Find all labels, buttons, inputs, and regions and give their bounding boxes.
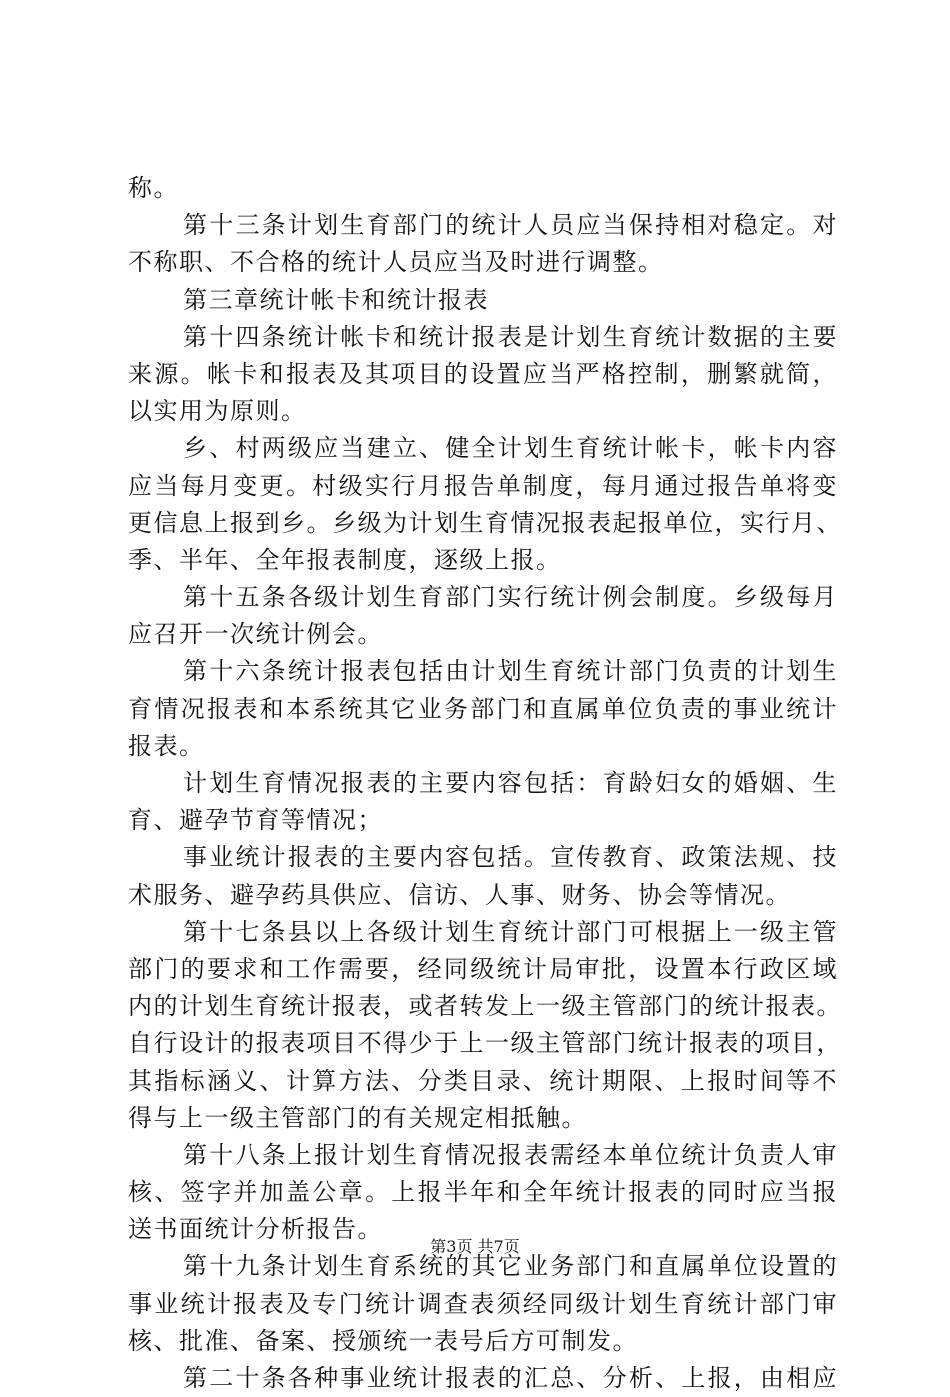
text-line: 得与上一级主管部门的有关规定相抵触。	[128, 1103, 587, 1132]
text-line: 部门的要求和工作需要，经同级统计局审批，设置本行政区域	[128, 954, 838, 983]
text-line: 乡、村两级应当建立、健全计划生育统计帐卡，帐卡内容	[183, 434, 838, 463]
text-line: 应召开一次统计例会。	[128, 620, 383, 649]
page-number-footer: 第3页 共7页	[430, 1237, 520, 1256]
text-line: 第十六条统计报表包括由计划生育统计部门负责的计划生	[183, 657, 838, 686]
text-line: 事业统计报表的主要内容包括。宣传教育、政策法规、技	[183, 843, 838, 872]
text-line: 计划生育情况报表的主要内容包括：育龄妇女的婚姻、生	[183, 769, 838, 797]
text-line: 育情况报表和本系统其它业务部门和直属单位负责的事业统计	[128, 694, 838, 723]
text-line: 来源。帐卡和报表及其项目的设置应当严格控制，删繁就简，	[128, 359, 838, 388]
document-body	[128, 170, 842, 1397]
text-line: 报表。	[128, 731, 205, 760]
chapter-heading: 第三章统计帐卡和统计报表	[183, 285, 489, 314]
text-line: 应当每月变更。村级实行月报告单制度，每月通过报告单将变	[128, 471, 838, 500]
text-line: 第十四条统计帐卡和统计报表是计划生育统计数据的主要	[183, 322, 838, 351]
text-line: 第二十条各种事业统计报表的汇总、分析、上报，由相应	[183, 1364, 838, 1392]
text-line: 以实用为原则。	[128, 397, 307, 426]
text-line: 第十八条上报计划生育情况报表需经本单位统计负责人审	[183, 1140, 838, 1169]
text-line: 第十九条计划生育系统的其它业务部门和直属单位设置的	[183, 1252, 838, 1281]
text-line: 自行设计的报表项目不得少于上一级主管部门统计报表的项目，	[128, 1029, 842, 1058]
text-line: 育、避孕节育等情况；	[128, 806, 383, 835]
text-line: 核、签字并加盖公章。上报半年和全年统计报表的同时应当报	[128, 1178, 838, 1207]
text-line: 第十五条各级计划生育部门实行统计例会制度。乡级每月	[183, 583, 838, 612]
text-line: 季、半年、全年报表制度，逐级上报。	[128, 545, 562, 574]
text-line: 事业统计报表及专门统计调查表须经同级计划生育统计部门审	[128, 1289, 838, 1318]
text-line: 更信息上报到乡。乡级为计划生育情况报表起报单位，实行月、	[128, 508, 842, 537]
text-line: 术服务、避孕药具供应、信访、人事、财务、协会等情况。	[128, 880, 791, 909]
text-line: 第十三条计划生育部门的统计人员应当保持相对稳定。对	[183, 211, 838, 240]
text-line: 称。	[128, 174, 179, 202]
text-line: 核、批准、备案、授颁统一表号后方可制发。	[128, 1326, 638, 1355]
text-line: 不称职、不合格的统计人员应当及时进行调整。	[128, 248, 664, 277]
text-line: 内的计划生育统计报表，或者转发上一级主管部门的统计报表。	[128, 992, 842, 1021]
text-line: 第十七条县以上各级计划生育统计部门可根据上一级主管	[183, 917, 838, 946]
text-line: 其指标涵义、计算方法、分类目录、统计期限、上报时间等不	[128, 1066, 838, 1095]
text-line: 送书面统计分析报告。	[128, 1215, 383, 1244]
